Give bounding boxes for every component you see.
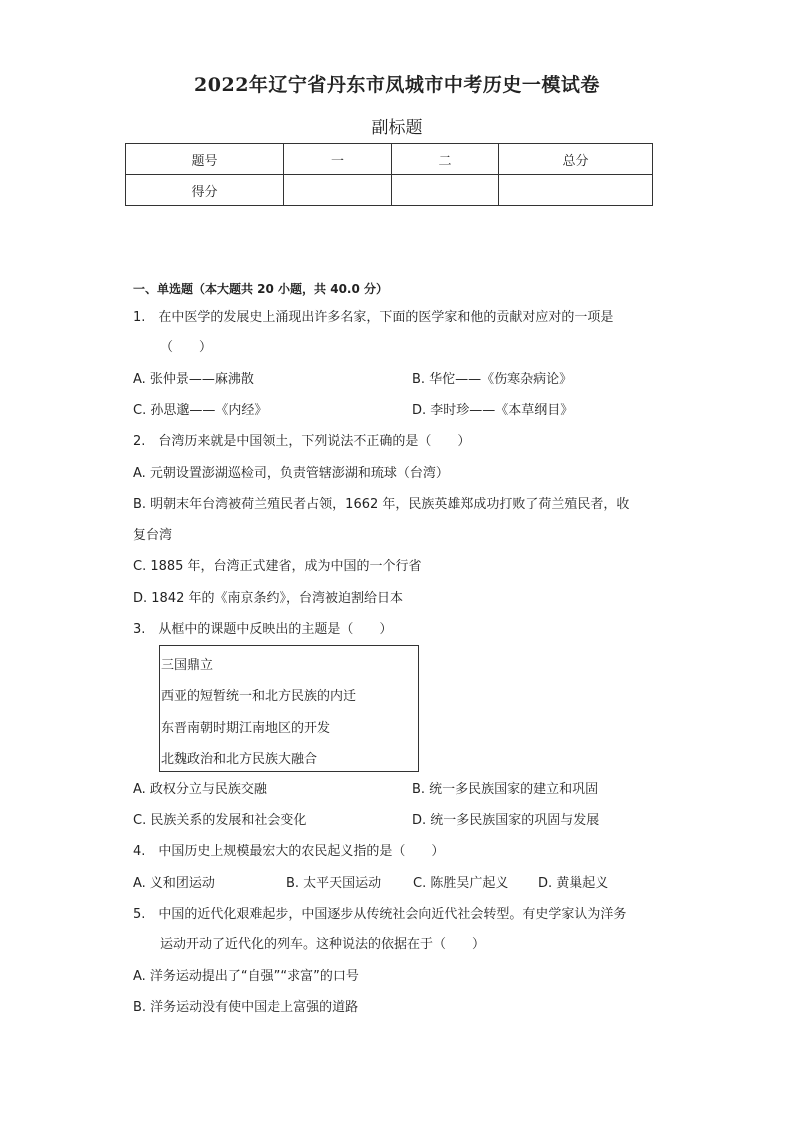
box-item: 北魏政治和北方民族大融合: [161, 752, 318, 767]
question-4-option-d: D. 黄巢起义: [538, 876, 609, 891]
score-cell-total: [499, 175, 653, 206]
score-table-header-row: [126, 144, 653, 175]
header-cell-part-1: 一: [284, 144, 392, 175]
question-2-option-c: C. 1885 年，台湾正式建省，成为中国的一个行省: [133, 559, 422, 574]
question-4-option-a: A. 义和团运动: [133, 876, 215, 891]
question-2-option-a: A. 元朝设置澎湖巡检司，负责管辖澎湖和琉球（台湾）: [133, 466, 449, 481]
question-3-stem: 3. 从框中的课题中反映出的主题是（ ）: [133, 622, 393, 637]
exam-title: 2022年辽宁省丹东市凤城市中考历史一模试卷: [194, 74, 600, 96]
header-cell-part-2: 二: [392, 144, 499, 175]
question-1-stem: 1. 在中医学的发展史上涌现出许多名家，下面的医学家和他的贡献对应对的一项是: [133, 310, 614, 325]
question-1-option-a: A. 张仲景——麻沸散: [133, 372, 254, 387]
question-3-option-c: C. 民族关系的发展和社会变化: [133, 813, 307, 828]
score-table-score-row: [126, 175, 653, 206]
score-cell-part-2: [392, 175, 499, 206]
exam-subtitle: 副标题: [371, 118, 423, 138]
question-2-option-b: B. 明朝末年台湾被荷兰殖民者占领，1662 年，民族英雄郑成功打败了荷兰殖民者，收: [133, 497, 630, 512]
question-1-option-d: D. 李时珍——《本草纲目》: [412, 403, 574, 418]
question-3-option-d: D. 统一多民族国家的巩固与发展: [412, 813, 600, 828]
box-item: 三国鼎立: [161, 658, 214, 673]
question-4-option-b: B. 太平天国运动: [286, 876, 382, 891]
question-4-option-c: C. 陈胜吴广起义: [413, 876, 509, 891]
header-cell-total: 总分: [499, 144, 653, 175]
question-3-option-a: A. 政权分立与民族交融: [133, 782, 267, 797]
question-3-option-b: B. 统一多民族国家的建立和巩固: [412, 782, 599, 797]
question-5-option-a: A. 洋务运动提出了“自强”“求富”的口号: [133, 969, 359, 984]
question-1-stem-cont: （ ）: [160, 340, 213, 355]
question-1-option-b: B. 华佗——《伤寒杂病论》: [412, 372, 573, 387]
question-2-stem: 2. 台湾历来就是中国领土，下列说法不正确的是（ ）: [133, 434, 471, 449]
score-row-label: 得分: [126, 175, 284, 206]
header-cell-question-no: 题号: [126, 144, 284, 175]
question-5-option-b: B. 洋务运动没有使中国走上富强的道路: [133, 1000, 359, 1015]
question-5-stem: 5. 中国的近代化艰难起步，中国逐步从传统社会向近代社会转型。有史学家认为洋务: [133, 907, 627, 922]
question-1-option-c: C. 孙思邈——《内经》: [133, 403, 268, 418]
score-cell-part-1: [284, 175, 392, 206]
question-5-stem-cont: 运动开动了近代化的列车。这种说法的依据在于（ ）: [160, 937, 486, 952]
question-2-option-d: D. 1842 年的《南京条约》，台湾被迫割给日本: [133, 591, 403, 606]
question-2-option-b-cont: 复台湾: [133, 528, 173, 543]
box-item: 西亚的短暂统一和北方民族的内迁: [161, 689, 357, 704]
question-4-stem: 4. 中国历史上规模最宏大的农民起义指的是（ ）: [133, 844, 445, 859]
lesson-topics-box: [159, 645, 419, 772]
box-item: 东晋南朝时期江南地区的开发: [161, 721, 331, 736]
section-heading: 一、单选题（本大题共 20 小题，共 40.0 分）: [133, 282, 389, 296]
score-table: [125, 143, 653, 206]
